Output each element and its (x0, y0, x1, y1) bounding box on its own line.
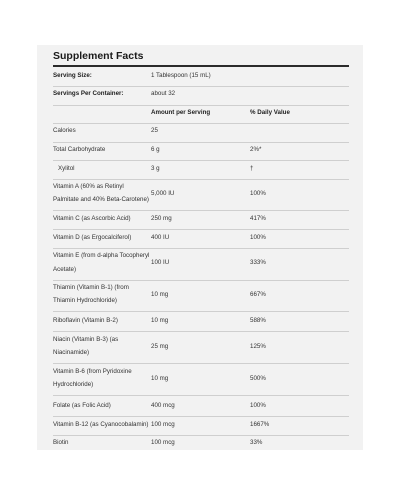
nutrient-name-line-2: Niacinamide) (53, 349, 90, 356)
nutrient-amount: 25 mg (151, 343, 169, 350)
row-divider (53, 179, 349, 180)
title-divider (53, 65, 349, 67)
nutrient-amount: 3 g (151, 165, 160, 172)
nutrient-daily-value: 333% (250, 259, 266, 266)
nutrient-name: Vitamin A (60% as Retinyl (53, 183, 124, 190)
divider (53, 123, 349, 124)
nutrient-daily-value: 667% (250, 291, 266, 298)
serving-size-value: 1 Tablespoon (15 mL) (151, 72, 211, 79)
nutrient-name-line-2: Hydrochloride) (53, 381, 94, 388)
daily-value-header: % Daily Value (250, 109, 290, 116)
nutrient-amount: 100 mcg (151, 421, 175, 428)
nutrient-name: Niacin (Vitamin B-3) (as (53, 336, 119, 343)
nutrient-name: Xylitol (58, 165, 75, 172)
row-divider (53, 229, 349, 230)
supplement-facts-panel (37, 45, 363, 450)
row-divider (53, 210, 349, 211)
nutrient-daily-value: 100% (250, 402, 266, 409)
nutrient-amount: 6 g (151, 146, 160, 153)
divider (53, 86, 349, 87)
nutrient-daily-value: 33% (250, 439, 263, 446)
nutrient-daily-value: 100% (250, 234, 266, 241)
row-divider (53, 280, 349, 281)
nutrient-daily-value: 500% (250, 375, 266, 382)
nutrient-name: Vitamin C (as Ascorbic Acid) (53, 215, 131, 222)
nutrient-amount: 400 IU (151, 234, 170, 241)
nutrient-name: Riboflavin (Vitamin B-2) (53, 317, 118, 324)
row-divider (53, 363, 349, 364)
nutrient-daily-value: 100% (250, 190, 266, 197)
nutrient-daily-value: 125% (250, 343, 266, 350)
nutrient-name: Biotin (53, 439, 69, 446)
servings-per-container-value: about 32 (151, 90, 176, 97)
nutrient-amount: 10 mg (151, 291, 169, 298)
nutrient-amount: 100 mcg (151, 439, 175, 446)
nutrient-name-line-2: Thiamin Hydrochloride) (53, 297, 117, 304)
nutrient-amount: 100 IU (151, 259, 170, 266)
nutrient-name: Thiamin (Vitamin B-1) (from (53, 284, 129, 291)
nutrient-name: Vitamin E (from d-alpha Tocopheryl (53, 252, 150, 259)
nutrient-amount: 5,000 IU (151, 190, 175, 197)
nutrient-daily-value: † (250, 165, 254, 172)
row-divider (53, 248, 349, 249)
nutrient-amount: 25 (151, 127, 158, 134)
row-divider (53, 142, 349, 143)
row-divider (53, 416, 349, 417)
row-divider (53, 160, 349, 161)
nutrient-name: Calories (53, 127, 76, 134)
serving-size-label: Serving Size: (53, 72, 92, 79)
nutrient-daily-value: 588% (250, 317, 266, 324)
nutrient-daily-value: 1667% (250, 421, 270, 428)
nutrient-name: Total Carbohydrate (53, 146, 106, 153)
nutrient-amount: 400 mcg (151, 402, 175, 409)
nutrient-daily-value: 2%* (250, 146, 262, 153)
nutrient-name: Folate (as Folic Acid) (53, 402, 111, 409)
row-divider (53, 435, 349, 436)
nutrient-name: Vitamin D (as Ergocalciferol) (53, 234, 132, 241)
nutrient-name-line-2: Acetate) (53, 266, 77, 273)
panel-title: Supplement Facts (53, 50, 144, 62)
nutrient-amount: 250 mg (151, 215, 172, 222)
divider (53, 105, 349, 106)
amount-header: Amount per Serving (151, 109, 211, 116)
nutrient-amount: 10 mg (151, 375, 169, 382)
nutrient-name: Vitamin B-12 (as Cyanocobalamin) (53, 421, 149, 428)
nutrient-daily-value: 417% (250, 215, 266, 222)
nutrient-name-line-2: Palmitate and 40% Beta-Carotene) (53, 196, 149, 203)
row-divider (53, 395, 349, 396)
servings-per-container-label: Servings Per Container: (53, 90, 124, 97)
row-divider (53, 331, 349, 332)
row-divider (53, 311, 349, 312)
nutrient-name: Vitamin B-6 (from Pyridoxine (53, 368, 132, 375)
nutrient-amount: 10 mg (151, 317, 169, 324)
